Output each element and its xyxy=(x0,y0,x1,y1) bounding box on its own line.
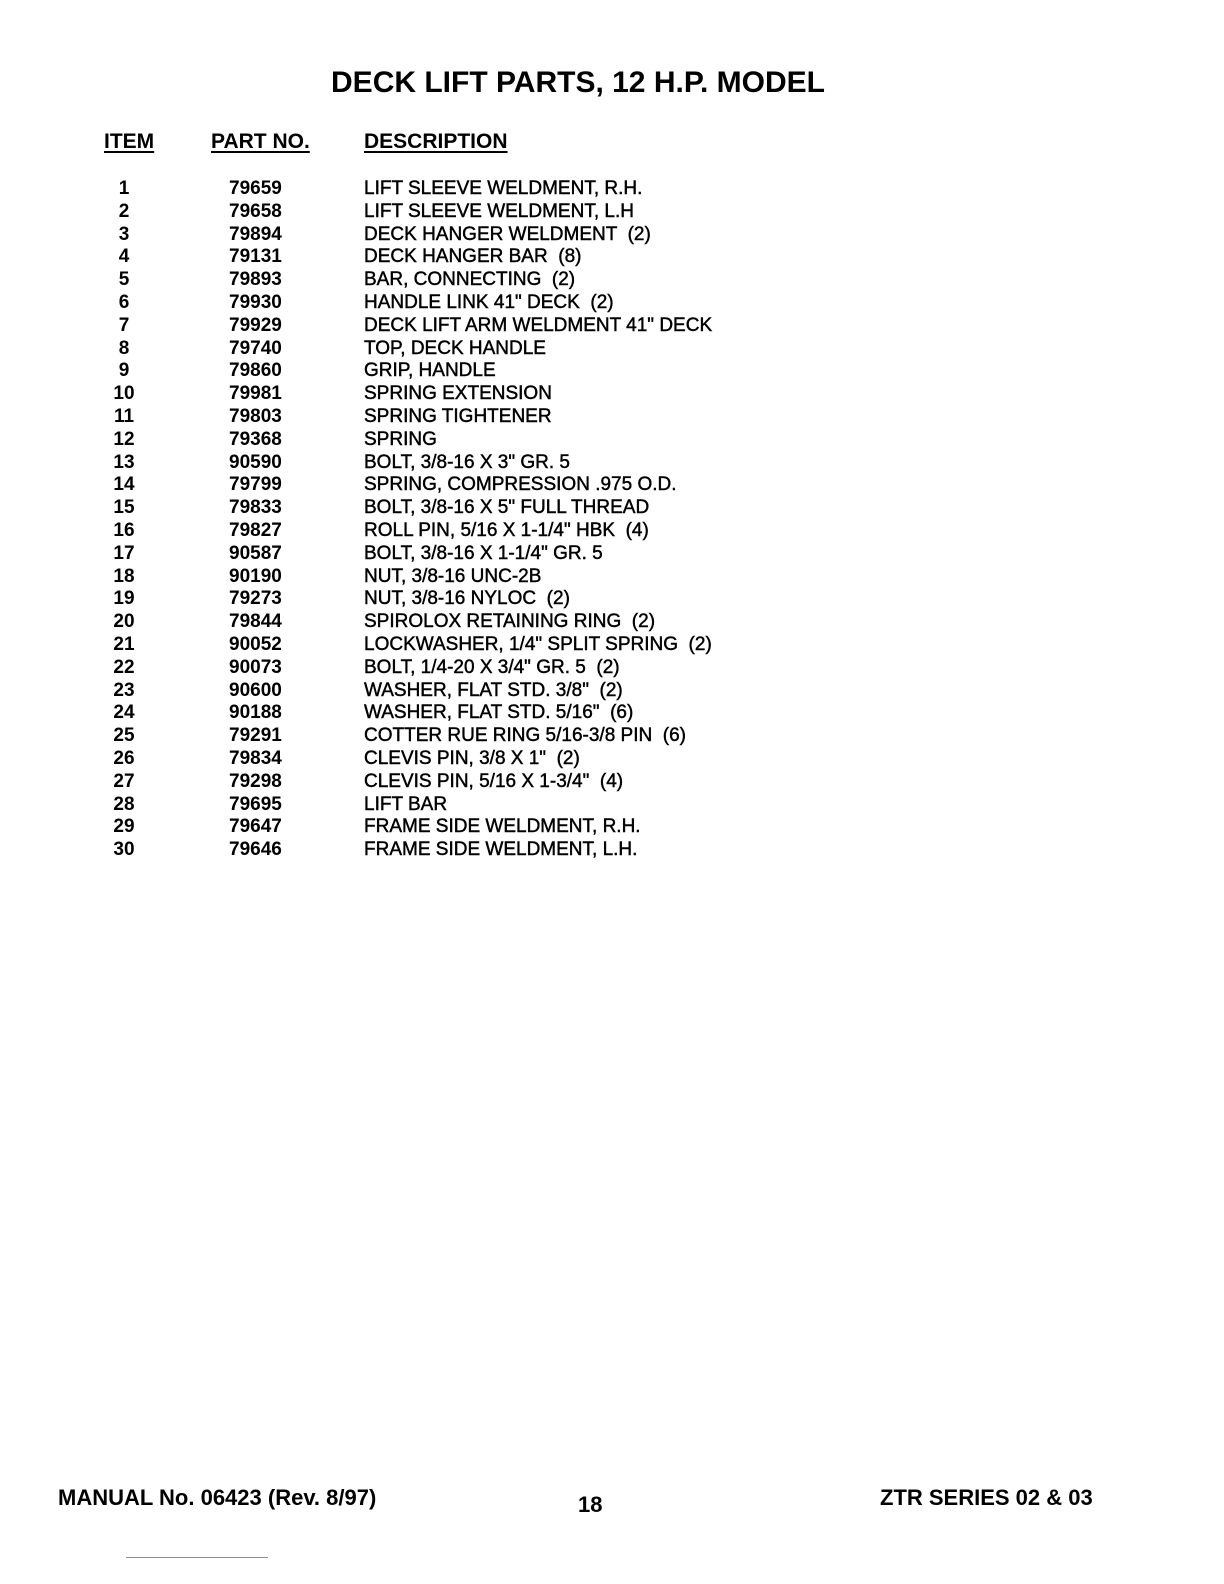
part-number: 79799 xyxy=(229,474,282,496)
item-number: 21 xyxy=(113,633,135,655)
part-description: LIFT BAR xyxy=(364,793,448,815)
item-number: 4 xyxy=(118,246,130,268)
table-row xyxy=(0,611,1224,634)
table-row xyxy=(0,794,1224,817)
part-number: 79658 xyxy=(229,200,282,222)
part-description: COTTER RUE RING 5/16-3/8 PIN (6) xyxy=(364,725,687,747)
item-number: 23 xyxy=(113,679,135,701)
table-row xyxy=(0,520,1224,543)
part-number: 90073 xyxy=(229,656,282,678)
part-description: BOLT, 3/8-16 X 3" GR. 5 xyxy=(364,451,570,473)
item-number: 20 xyxy=(113,611,135,633)
bottom-rule xyxy=(126,1557,268,1558)
part-description: DECK HANGER BAR (8) xyxy=(364,246,582,268)
item-number: 29 xyxy=(113,816,135,838)
item-number: 27 xyxy=(113,770,135,792)
part-number: 90600 xyxy=(229,679,282,701)
part-number: 79894 xyxy=(229,223,282,245)
part-description: NUT, 3/8-16 NYLOC (2) xyxy=(364,588,570,610)
table-row xyxy=(0,474,1224,497)
item-number: 9 xyxy=(118,360,130,382)
part-number: 79131 xyxy=(229,246,282,268)
part-description: TOP, DECK HANDLE xyxy=(364,337,546,359)
table-row xyxy=(0,360,1224,383)
part-description: SPRING, COMPRESSION .975 O.D. xyxy=(364,474,677,496)
part-description: BOLT, 1/4-20 X 3/4" GR. 5 (2) xyxy=(364,656,620,678)
table-row xyxy=(0,543,1224,566)
part-number: 79833 xyxy=(229,497,282,519)
table-row xyxy=(0,588,1224,611)
item-number: 3 xyxy=(118,223,130,245)
item-number: 2 xyxy=(118,200,130,222)
table-row xyxy=(0,725,1224,748)
part-description: CLEVIS PIN, 3/8 X 1" (2) xyxy=(364,747,580,769)
table-row xyxy=(0,566,1224,589)
table-row xyxy=(0,634,1224,657)
part-description: WASHER, FLAT STD. 5/16" (6) xyxy=(364,702,634,724)
item-number: 8 xyxy=(118,337,130,359)
item-number: 19 xyxy=(113,588,135,610)
item-number: 24 xyxy=(113,702,135,724)
part-description: ROLL PIN, 5/16 X 1-1/4" HBK (4) xyxy=(364,519,649,541)
part-number: 90590 xyxy=(229,451,282,473)
part-number: 90587 xyxy=(229,542,282,564)
item-number: 10 xyxy=(113,383,135,405)
table-row xyxy=(0,680,1224,703)
item-number: 12 xyxy=(113,428,135,450)
part-number: 79273 xyxy=(229,588,282,610)
part-description: DECK LIFT ARM WELDMENT 41" DECK xyxy=(364,314,713,336)
part-no-column-header: PART NO. xyxy=(211,130,310,153)
part-description: BAR, CONNECTING (2) xyxy=(364,269,576,291)
part-description: SPRING EXTENSION xyxy=(364,383,552,405)
part-description: WASHER, FLAT STD. 3/8" (2) xyxy=(364,679,623,701)
part-number: 79981 xyxy=(229,383,282,405)
item-number: 16 xyxy=(113,519,135,541)
item-number: 1 xyxy=(118,178,130,199)
page-number: 18 xyxy=(578,1492,603,1517)
part-description: LOCKWASHER, 1/4" SPLIT SPRING (2) xyxy=(364,633,712,655)
item-number: 14 xyxy=(113,474,135,496)
part-number: 90052 xyxy=(229,633,282,655)
item-number: 17 xyxy=(113,542,135,564)
table-row xyxy=(0,224,1224,247)
table-row xyxy=(0,748,1224,771)
part-number: 90188 xyxy=(229,702,282,724)
table-row xyxy=(0,452,1224,475)
item-number: 25 xyxy=(113,725,135,747)
part-description: FRAME SIDE WELDMENT, R.H. xyxy=(364,816,641,838)
part-description: LIFT SLEEVE WELDMENT, L.H xyxy=(364,200,634,222)
item-column-header: ITEM xyxy=(104,130,155,153)
item-number: 11 xyxy=(113,405,135,427)
part-description: FRAME SIDE WELDMENT, L.H. xyxy=(364,839,638,861)
part-description: SPRING TIGHTENER xyxy=(364,405,552,427)
item-number: 18 xyxy=(113,565,135,587)
part-number: 79298 xyxy=(229,770,282,792)
table-row xyxy=(0,816,1224,839)
part-description: NUT, 3/8-16 UNC-2B xyxy=(364,565,542,587)
part-description: CLEVIS PIN, 5/16 X 1-3/4" (4) xyxy=(364,770,624,792)
table-row xyxy=(0,771,1224,794)
part-number: 79930 xyxy=(229,291,282,313)
series-label: ZTR SERIES 02 & 03 xyxy=(880,1485,1093,1510)
part-number: 90190 xyxy=(229,565,282,587)
description-column-header: DESCRIPTION xyxy=(364,130,508,153)
table-row xyxy=(0,657,1224,680)
part-description: SPIROLOX RETAINING RING (2) xyxy=(364,611,656,633)
part-number: 79893 xyxy=(229,269,282,291)
item-number: 30 xyxy=(113,839,135,861)
item-number: 26 xyxy=(113,747,135,769)
part-description: BOLT, 3/8-16 X 5" FULL THREAD xyxy=(364,497,650,519)
page-title: DECK LIFT PARTS, 12 H.P. MODEL xyxy=(331,66,825,99)
table-row xyxy=(0,269,1224,292)
item-number: 28 xyxy=(113,793,135,815)
item-number: 5 xyxy=(118,269,130,291)
part-number: 79291 xyxy=(229,725,282,747)
table-row xyxy=(0,839,1224,862)
table-row xyxy=(0,178,1224,201)
part-number: 79844 xyxy=(229,611,282,633)
part-number: 79827 xyxy=(229,519,282,541)
part-description: LIFT SLEEVE WELDMENT, R.H. xyxy=(364,178,643,199)
part-description: BOLT, 3/8-16 X 1-1/4" GR. 5 xyxy=(364,542,603,564)
part-description: GRIP, HANDLE xyxy=(364,360,496,382)
part-number: 79647 xyxy=(229,816,282,838)
table-row xyxy=(0,406,1224,429)
table-row xyxy=(0,201,1224,224)
part-number: 79646 xyxy=(229,839,282,861)
manual-number: MANUAL No. 06423 (Rev. 8/97) xyxy=(58,1485,377,1510)
part-number: 79929 xyxy=(229,314,282,336)
table-row xyxy=(0,429,1224,452)
table-row xyxy=(0,383,1224,406)
part-number: 79368 xyxy=(229,428,282,450)
table-row xyxy=(0,702,1224,725)
part-number: 79860 xyxy=(229,360,282,382)
part-number: 79834 xyxy=(229,747,282,769)
part-description: SPRING xyxy=(364,428,437,450)
part-number: 79695 xyxy=(229,793,282,815)
part-number: 79740 xyxy=(229,337,282,359)
table-row xyxy=(0,246,1224,269)
part-description: HANDLE LINK 41" DECK (2) xyxy=(364,291,614,313)
item-number: 22 xyxy=(113,656,135,678)
item-number: 7 xyxy=(118,314,130,336)
part-number: 79803 xyxy=(229,405,282,427)
table-row xyxy=(0,497,1224,520)
item-number: 6 xyxy=(118,291,130,313)
item-number: 15 xyxy=(113,497,135,519)
part-number: 79659 xyxy=(229,178,282,199)
table-row xyxy=(0,315,1224,338)
item-number: 13 xyxy=(113,451,135,473)
part-description: DECK HANGER WELDMENT (2) xyxy=(364,223,651,245)
table-row xyxy=(0,338,1224,361)
parts-list xyxy=(0,178,1224,862)
table-row xyxy=(0,292,1224,315)
